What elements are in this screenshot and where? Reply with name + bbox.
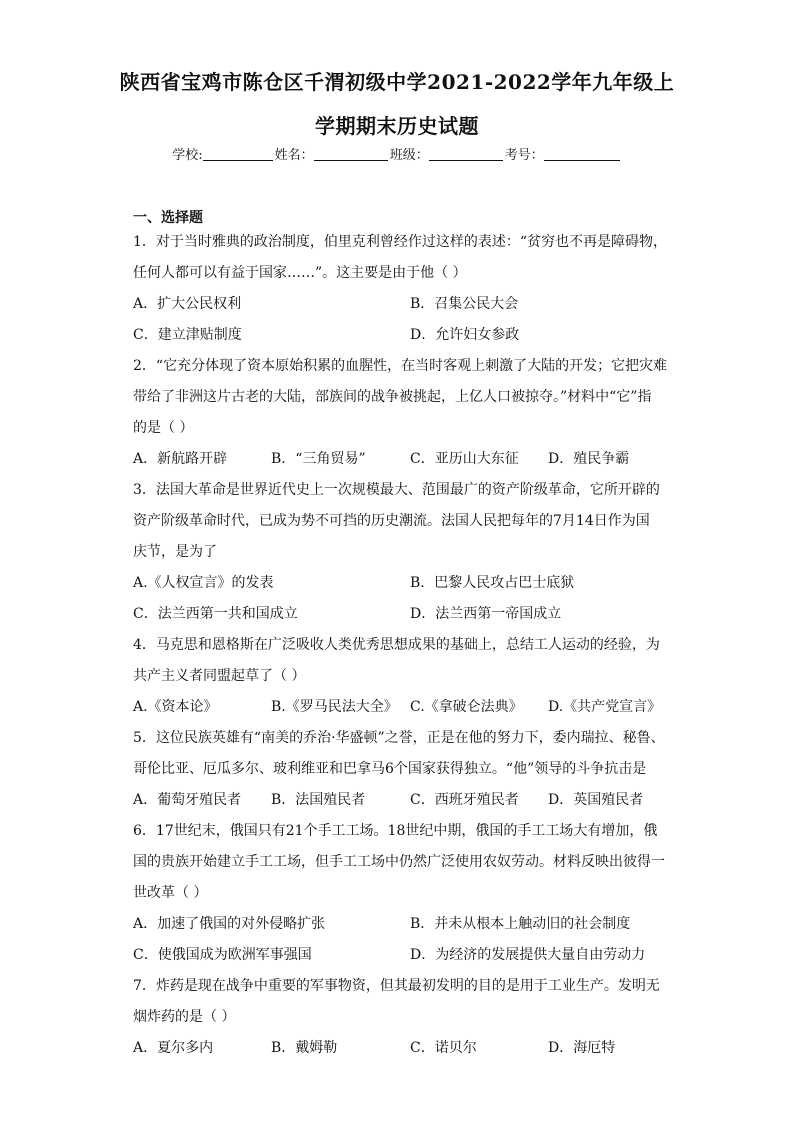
question-3 <box>133 475 673 568</box>
number-blank[interactable] <box>544 146 620 161</box>
question-2 <box>133 351 673 444</box>
question-2-options <box>133 444 673 475</box>
question-1-options-row-2 <box>133 320 673 351</box>
question-line: 国的贵族开始建立手工工场，但手工工场中仍然广泛使用农奴劳动。材料反映出彼得一 <box>133 854 665 870</box>
option-d[interactable]: D．殖民争霸 <box>548 451 630 467</box>
name-label: 姓名： <box>274 148 314 163</box>
option-d[interactable]: D.《共产党宣言》 <box>548 699 662 715</box>
class-blank[interactable] <box>429 146 503 161</box>
option-a[interactable]: A．新航路开辟 <box>133 451 228 467</box>
option-c[interactable]: C．法兰西第一共和国成立 <box>133 606 298 622</box>
option-c[interactable]: C．西班牙殖民者 <box>410 792 519 808</box>
option-b[interactable]: B．巴黎人民攻占巴士底狱 <box>410 575 575 591</box>
question-line: 的是（ ） <box>133 420 194 436</box>
option-b[interactable]: B．并未从根本上触动旧的社会制度 <box>410 916 631 932</box>
question-line: 哥伦比亚、厄瓜多尔、玻利维亚和巴拿马6个国家获得独立。“他”领导的斗争抗击是 <box>133 761 647 777</box>
option-b[interactable]: B．召集公民大会 <box>410 296 519 312</box>
question-6 <box>133 816 673 909</box>
option-b[interactable]: B．法国殖民者 <box>271 792 366 808</box>
option-d[interactable]: D．英国殖民者 <box>548 792 644 808</box>
question-line: 带给了非洲这片古老的大陆，部族间的战争被挑起，上亿人口被掠夺。”材料中“它”指 <box>133 389 652 405</box>
option-a[interactable]: A.《资本论》 <box>133 699 218 715</box>
question-6-options-row-2 <box>133 940 673 971</box>
exam-title-line-1: 陕西省宝鸡市陈仓区千渭初级中学2021-2022学年九年级上 <box>119 70 675 94</box>
question-3-options-row-2 <box>133 599 673 630</box>
question-7-options <box>133 1033 673 1064</box>
option-a[interactable]: A．扩大公民权利 <box>133 296 242 312</box>
question-4 <box>133 630 673 692</box>
school-blank[interactable] <box>203 146 273 161</box>
question-line: 庆节，是为了 <box>133 544 217 560</box>
option-b[interactable]: B．“三角贸易” <box>271 451 366 467</box>
section-title: 一、选择题 <box>133 210 203 226</box>
exam-title-line-2: 学期期末历史试题 <box>315 114 479 138</box>
question-line: 共产主义者同盟起草了（ ） <box>133 668 306 684</box>
question-line: 7．炸药是现在战争中重要的军事物资，但其最初发明的目的是用于工业生产。发明无 <box>133 978 660 994</box>
question-1 <box>133 227 673 289</box>
option-a[interactable]: A.《人权宣言》的发表 <box>133 575 274 591</box>
option-a[interactable]: A．加速了俄国的对外侵略扩张 <box>133 916 326 932</box>
question-5-options <box>133 785 673 816</box>
question-line: 4．马克思和恩格斯在广泛吸收人类优秀思想成果的基础上，总结工人运动的经验，为 <box>133 637 660 653</box>
class-label: 班级： <box>389 148 429 163</box>
option-d[interactable]: D．为经济的发展提供大量自由劳动力 <box>410 947 646 963</box>
question-5 <box>133 723 673 785</box>
question-line: 6．17世纪末，俄国只有21个手工工场。18世纪中期，俄国的手工工场大有增加，俄 <box>133 823 658 839</box>
question-6-options-row-1 <box>133 909 673 940</box>
school-label: 学校: <box>172 148 203 163</box>
number-label: 考号： <box>504 148 544 163</box>
question-line: 3．法国大革命是世界近代史上一次规模最大、范围最广的资产阶级革命，它所开辟的 <box>133 482 660 498</box>
question-line: 任何人都可以有益于国家……”。这主要是由于他（ ） <box>133 265 467 281</box>
question-7 <box>133 971 673 1033</box>
question-line: 2．“它充分体现了资本原始积累的血腥性，在当时客观上刺激了大陆的开发；它把灾难 <box>133 358 668 374</box>
option-c[interactable]: C．亚历山大东征 <box>410 451 519 467</box>
option-b[interactable]: B．戴姆勒 <box>271 1040 338 1056</box>
question-line: 资产阶级革命时代，已成为势不可挡的历史潮流。法国人民把每年的7月14日作为国 <box>133 513 650 529</box>
question-line: 1．对于当时雅典的政治制度，伯里克利曾经作过这样的表述：“贫穷也不再是障碍物， <box>133 234 668 250</box>
question-line: 世改革（ ） <box>133 885 208 901</box>
option-c[interactable]: C．建立津贴制度 <box>133 327 242 343</box>
question-3-options-row-1 <box>133 568 673 599</box>
question-line: 烟炸药的是（ ） <box>133 1009 236 1025</box>
option-a[interactable]: A．夏尔多内 <box>133 1040 214 1056</box>
name-blank[interactable] <box>314 146 388 161</box>
student-info-line <box>0 144 794 163</box>
question-1-options-row-1 <box>133 289 673 320</box>
option-a[interactable]: A．葡萄牙殖民者 <box>133 792 242 808</box>
option-b[interactable]: B.《罗马民法大全》 <box>271 699 398 715</box>
option-c[interactable]: C．诺贝尔 <box>410 1040 477 1056</box>
option-d[interactable]: D．允许妇女参政 <box>410 327 520 343</box>
option-c[interactable]: C．使俄国成为欧洲军事强国 <box>133 947 312 963</box>
question-line: 5．这位民族英雄有“南美的乔治·华盛顿”之誉，正是在他的努力下，委内瑞拉、秘鲁、 <box>133 730 665 746</box>
option-d[interactable]: D．法兰西第一帝国成立 <box>410 606 562 622</box>
option-d[interactable]: D．海厄特 <box>548 1040 616 1056</box>
question-4-options <box>133 692 673 723</box>
option-c[interactable]: C.《拿破仑法典》 <box>410 699 523 715</box>
